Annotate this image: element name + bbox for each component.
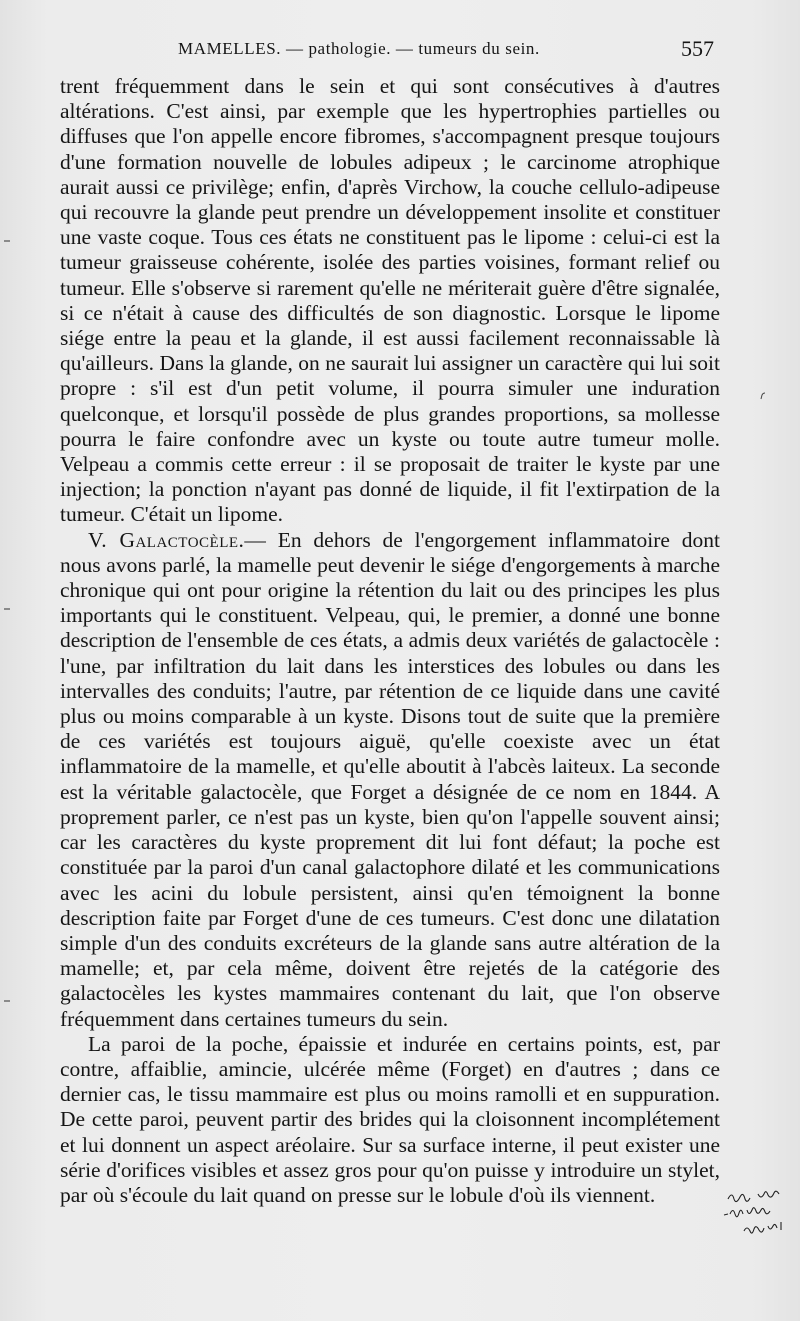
body-text <box>60 74 720 1208</box>
handwritten-margin-note <box>722 1183 796 1241</box>
section-heading: V. Galactocèle. <box>88 527 245 552</box>
paragraph-paroi: La paroi de la poche, épaissie et indurée en certains points, est, par contre, affaiblie, amincie, ulcérée même (Forget) en d'autres ; dans ce dernier cas, le tissu mammaire est plus ou moins ramolli et en suppuration. De cette paroi, peuvent partir des brides qui la cloisonnent incomplétement et lui donnent un aspect aréolaire. Sur sa surface interne, il peut exister une série d'orifices visibles et assez gros pour qu'on puisse y introduire un stylet, par où s'écoule du lait quand on presse sur le lobule d'où ils viennent. <box>60 1031 720 1207</box>
paragraph-galactocele-text: — En dehors de l'engorgement inflammatoire dont nous avons parlé, la mamelle peut devenir le siége d'engorgements à marche chronique qui ont pour origine la rétention du lait ou des principes les plus importants qui le constituent. Velpeau, qui, le premier, a donné une bonne description de l'ensemble de ces états, a admis deux variétés de galactocèle : l'une, par infiltration du lait dans les interstices des lobules ou dans les intervalles des conduits; l'autre, par rétention de ce liquide dans une cavité plus ou moins comparable à un kyste. Disons tout de suite que la première de ces variétés est toujours aiguë, qu'elle coexiste avec un état inflammatoire de la mamelle, et qu'elle aboutit à l'abcès laiteux. La seconde est la véritable galactocèle, que Forget a désignée de ce nom en 1844. A proprement parler, ce n'est pas un kyste, bien qu'on l'appelle souvent ainsi; car les caractères du kyste proprement dit lui font défaut; la poche est constituée par la paroi d'un canal galactophore dilaté et les communications avec les acini du lobule persistent, ainsi qu'en témoignent la bonne description faite par Forget d'une de ces tumeurs. C'est donc une dilatation simple d'un des conduits excréteurs de la glande sans autre altération de la mamelle; et, par cela même, doivent être rejetés de la catégorie des galactocèles les kystes mammaires contenant du lait, que l'on observe fréquemment dans certaines tumeurs du sein. <box>60 527 720 1031</box>
handwriting-icon <box>722 1183 796 1241</box>
margin-mark <box>4 608 10 610</box>
page-number: 557 <box>681 36 714 61</box>
margin-mark <box>4 1000 10 1002</box>
paragraph-galactocele <box>60 528 720 1032</box>
paragraph-lipome: trent fréquemment dans le sein et qui sont consécutives à d'autres altérations. C'est ainsi, par exemple que les hypertrophies partielles ou diffuses que l'on appelle encore fibromes, s'accompagnent presque toujours d'une formation nouvelle de lobules adipeux ; le carcinome atrophique aurait aussi ce privilège; enfin, d'après Virchow, la couche cellulo-adipeuse qui recouvre la glande peut prendre un développement insolite et constituer une vaste coque. Tous ces états ne constituent pas le lipome : celui-ci est la tumeur graisseuse cohérente, isolée des parties voisines, formant relief ou tumeur. Elle s'observe si rarement qu'elle ne mériterait guère d'être signalée, si ce n'était à cause des difficultés de son diagnostic. Lorsque le lipome siége entre la peau et la glande, il est aussi facilement reconnaissable là qu'ailleurs. Dans la glande, on ne saurait lui assigner un caractère qui lui soit propre : s'il est d'un petit volume, il pourra simuler une induration quelconque, et lorsqu'il possède de plus grandes proportions, sa mollesse pourra le faire confondre avec un kyste ou toute autre tumeur molle. Velpeau a commis cette erreur : il se proposait de traiter le kyste par une injection; la ponction n'ayant pas donné de liquide, il fit l'extirpation de la tumeur. C'était un lipome. <box>60 74 720 527</box>
margin-tick-mark <box>760 392 766 400</box>
margin-mark <box>4 240 10 242</box>
running-head: MAMELLES. — pathologie. — tumeurs du sein. <box>178 39 540 58</box>
page-header <box>60 36 720 66</box>
